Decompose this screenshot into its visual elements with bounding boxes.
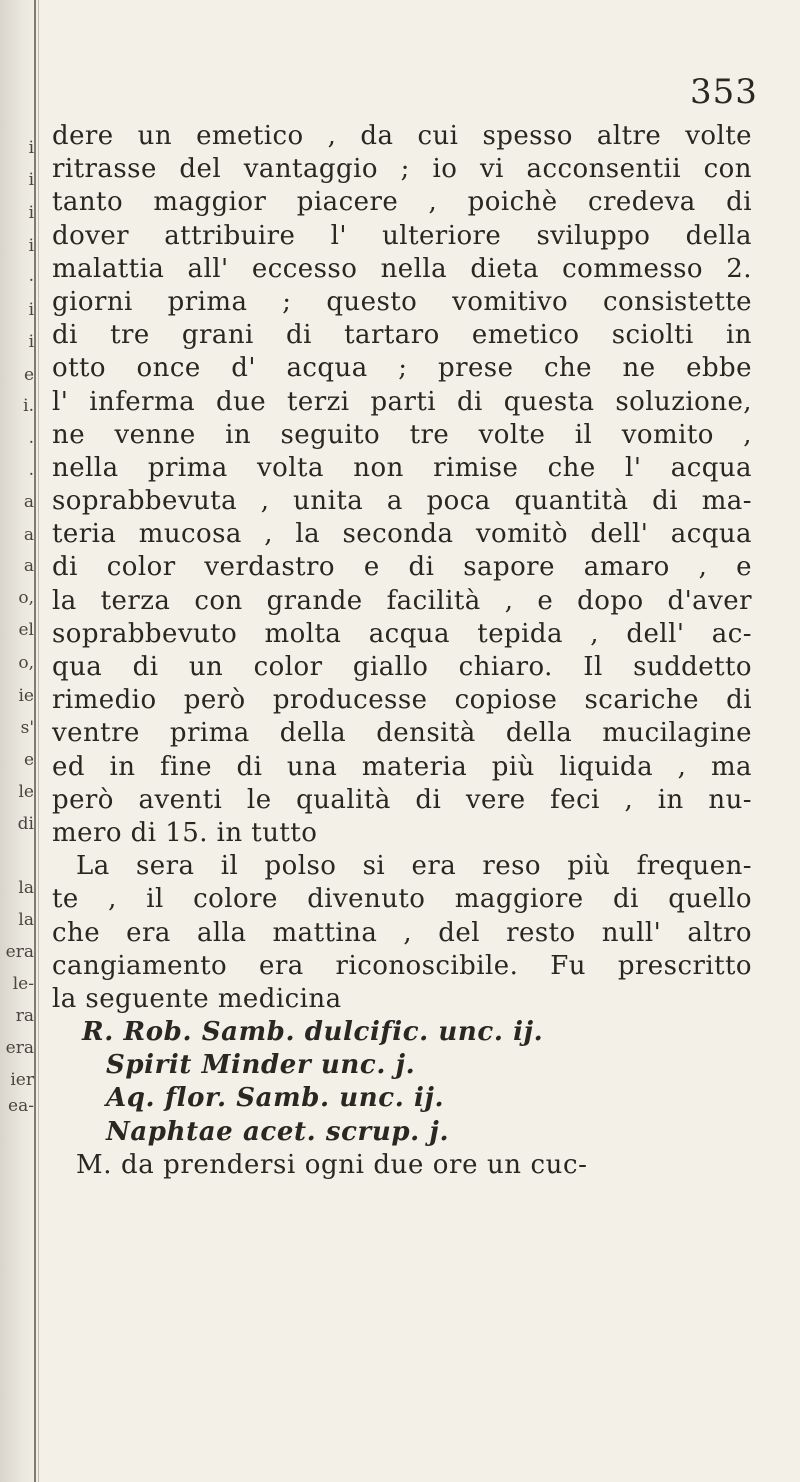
text-line: nella prima volta non rimise che l' acqua (52, 452, 752, 483)
facing-page-fragment: a (23, 494, 34, 511)
facing-page-fragment: ra (15, 1008, 34, 1025)
page-number: 353 (690, 72, 758, 112)
facing-page-fragment: i (28, 302, 34, 319)
facing-page-fragment: i (28, 205, 34, 222)
facing-page-fragment: . (28, 430, 34, 447)
text-line: teria mucosa , la seconda vomitò dell' acqua (52, 519, 752, 550)
prescription-line: R. Rob. Samb. dulcific. unc. ij. (82, 1017, 544, 1048)
facing-page-fragment: la (18, 912, 34, 929)
text-line: soprabbevuta , unita a poca quantità di ma- (52, 486, 752, 517)
prescription-line: Aq. flor. Samb. unc. ij. (106, 1083, 445, 1114)
text-line: otto once d' acqua ; prese che ne ebbe (52, 353, 752, 384)
facing-page-fragment: i (28, 334, 34, 351)
text-line: di tre grani di tartaro emetico sciolti in (52, 320, 752, 351)
spine-shadow-line-secondary (38, 0, 39, 1482)
text-line: giorni prima ; questo vomitivo consistette (52, 286, 752, 317)
facing-page-fragment: e (23, 752, 34, 769)
facing-page-fragment: s' (20, 720, 34, 737)
paragraph-2 (52, 850, 752, 1016)
text-line: qua di un color giallo chiaro. Il suddetto (52, 652, 752, 682)
text-line: di color verdastro e di sapore amaro , e (52, 552, 752, 583)
text-line: La sera il polso si era reso più frequen- (76, 851, 752, 882)
text-line: che era alla mattina , del resto null' altro (52, 917, 752, 948)
text-line: te , il colore divenuto maggiore di quello (52, 884, 752, 915)
facing-page-fragment: ie (18, 688, 34, 705)
paragraph-1 (52, 120, 752, 850)
facing-page-fragment: a (23, 558, 34, 575)
text-line: ventre prima della densità della mucilagine (52, 718, 752, 749)
text-line: però aventi le qualità di vere feci , in nu- (52, 784, 752, 815)
text-line: cangiamento era riconoscibile. Fu prescritto (52, 950, 752, 981)
text-line: la seguente medicina (52, 983, 342, 1014)
facing-page-fragment: a (23, 527, 34, 544)
facing-page-fragment: era (5, 944, 34, 961)
facing-page-fragment: el (18, 622, 34, 639)
facing-page-fragment: era (5, 1040, 34, 1057)
facing-page-fragment: ea- (8, 1098, 34, 1115)
closing-line: M. da prendersi ogni due ore un cuc- (76, 1149, 588, 1180)
facing-page-fragment: i. (23, 398, 34, 415)
facing-page-fragment: . (28, 268, 34, 285)
facing-page-fragment: le- (12, 976, 34, 993)
text-line: l' inferma due terzi parti di questa soluzione, (52, 386, 752, 417)
facing-page-fragment: o, (18, 590, 34, 607)
facing-page-fragment: ier (10, 1072, 34, 1089)
facing-page-fragment: o, (18, 655, 34, 672)
text-line: la terza con grande facilità , e dopo d'aver (52, 585, 752, 616)
text-line: rimedio però producesse copiose scariche di (52, 685, 752, 716)
facing-page-fragment: i (28, 238, 34, 255)
facing-page-fragment: i (28, 172, 34, 189)
text-line: tanto maggior piacere , poichè credeva di (52, 187, 752, 218)
text-line: mero di 15. in tutto (52, 817, 318, 848)
prescription-line: Naphtae acet. scrup. j. (106, 1116, 450, 1147)
prescription (52, 1016, 752, 1149)
text-line: ne venne in seguito tre volte il vomito , (52, 419, 752, 450)
facing-page-fragment: la (18, 880, 34, 897)
text-line: soprabbevuto molta acqua tepida , dell' ac- (52, 618, 752, 649)
spine-shadow-line (34, 0, 36, 1482)
text-block (52, 120, 752, 1182)
facing-page-fragment: i (28, 140, 34, 157)
facing-page-fragment: e (23, 367, 34, 384)
text-line: ed in fine di una materia più liquida , ma (52, 751, 752, 782)
text-line: ritrasse del vantaggio ; io vi acconsentii con (52, 154, 752, 185)
facing-page-fragment: di (17, 816, 34, 833)
text-line: malattia all' eccesso nella dieta commesso 2. (52, 253, 752, 284)
facing-page-fragment: le (18, 784, 34, 801)
prescription-line: Spirit Minder unc. j. (106, 1050, 416, 1081)
text-line: dere un emetico , da cui spesso altre volte (52, 121, 752, 151)
text-line: dover attribuire l' ulteriore sviluppo della (52, 220, 752, 251)
facing-page-fragment: . (28, 462, 34, 479)
